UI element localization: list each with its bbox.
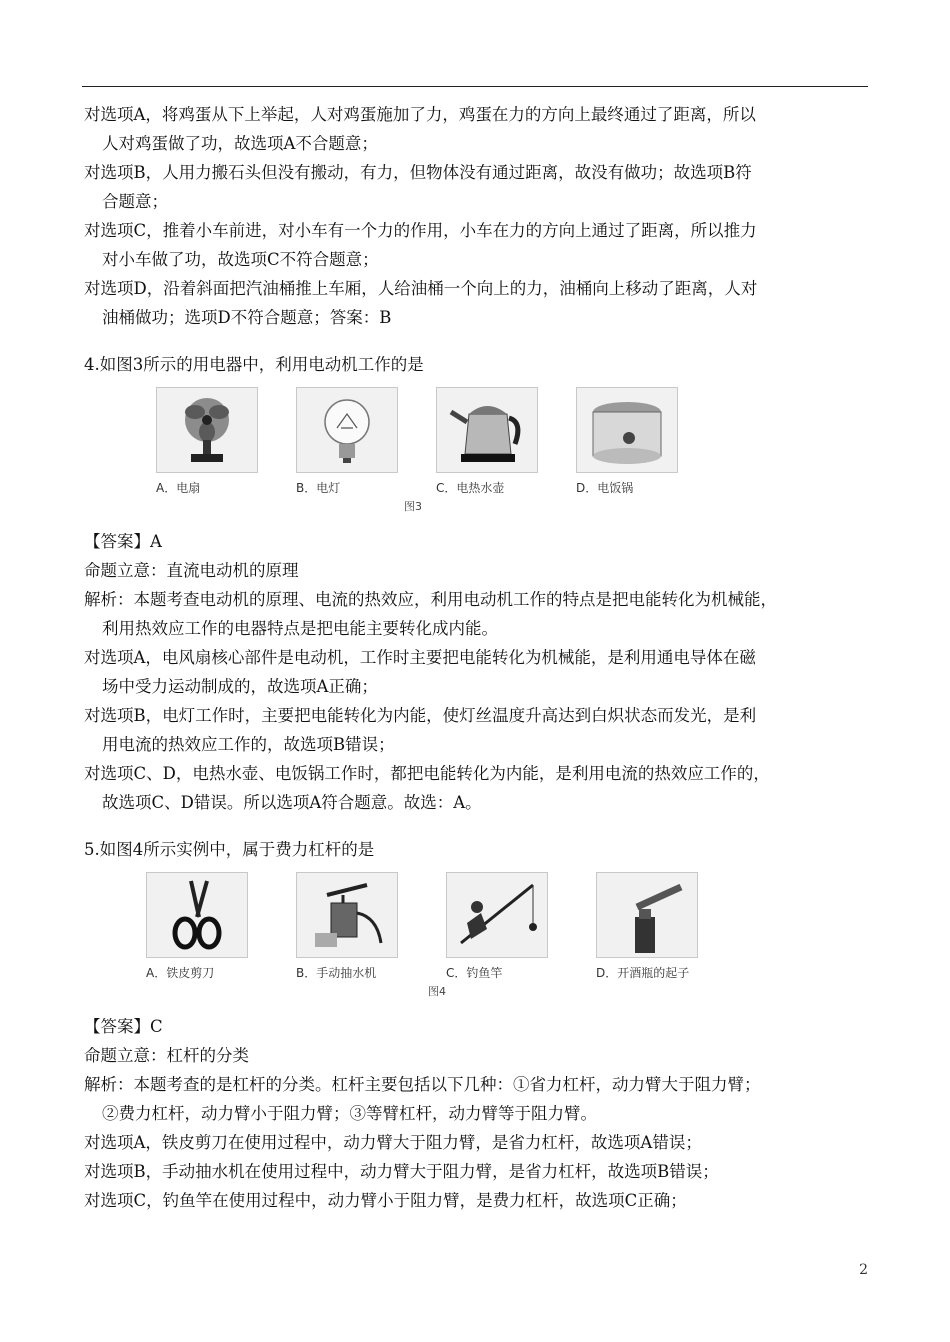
paragraph-line: 对选项A，电风扇核心部件是电动机，工作时主要把电能转化为机械能，是利用通电导体在磁 [84, 648, 756, 667]
paragraph-line: 对选项D，沿着斜面把汽油桶推上车厢，人给油桶一个向上的力，油桶向上移动了距离，人对 [84, 279, 758, 298]
figure-3 [156, 379, 676, 527]
rice-cooker-image [576, 387, 678, 473]
figure-3-option-c: C．电热水壶 [436, 481, 505, 495]
kettle-image [436, 387, 538, 473]
figure-3-option-d: D．电饭锅 [576, 481, 634, 495]
water-pump-image [296, 872, 398, 958]
figure-4-option-b: B．手动抽水机 [296, 966, 377, 980]
paragraph-line: 解析：本题考查电动机的原理、电流的热效应，利用电动机工作的特点是把电能转化为机械能， [84, 590, 777, 609]
question-5-title: 5.如图4所示实例中，属于费力杠杆的是 [84, 840, 375, 859]
paragraph-line: 对选项A，将鸡蛋从下上举起，人对鸡蛋施加了力，鸡蛋在力的方向上最终通过了距离，所以 [84, 105, 756, 124]
scissors-image [146, 872, 248, 958]
answer-5: 【答案】C [84, 1017, 163, 1036]
q3-analysis [84, 100, 874, 332]
answer-4: 【答案】A [84, 532, 162, 551]
header-rule [82, 86, 868, 87]
q4-analysis [84, 585, 874, 817]
light-bulb-image [296, 387, 398, 473]
figure-4-option-d: D．开酒瓶的起子 [596, 966, 690, 980]
paragraph-line: 对选项C，推着小车前进，对小车有一个力的作用，小车在力的方向上通过了距离，所以推力 [84, 221, 757, 240]
figure-4-label: 图4 [428, 985, 446, 998]
figure-4 [146, 864, 726, 1012]
figure-4-option-c: C．钓鱼竿 [446, 966, 503, 980]
paragraph-line: 用电流的热效应工作的，故选项B错误； [102, 735, 395, 754]
fishing-rod-image [446, 872, 548, 958]
document-body [84, 100, 874, 1215]
paragraph-line: 对选项B，电灯工作时，主要把电能转化为内能，使灯丝温度升高达到白炽状态而发光，是利 [84, 706, 757, 725]
fan-image [156, 387, 258, 473]
intent-4: 命题立意：直流电动机的原理 [84, 561, 299, 580]
paragraph-line: 对选项B，手动抽水机在使用过程中，动力臂大于阻力臂，是省力杠杆，故选项B错误； [84, 1162, 719, 1181]
page-number: 2 [859, 1262, 868, 1278]
paragraph-line: 油桶做功；选项D不符合题意；答案：B [102, 308, 392, 327]
q5-analysis [84, 1070, 874, 1215]
intent-5: 命题立意：杠杆的分类 [84, 1046, 249, 1065]
paragraph-line: 对选项A，铁皮剪刀在使用过程中，动力臂大于阻力臂，是省力杠杆，故选项A错误； [84, 1133, 702, 1152]
paragraph-line: 人对鸡蛋做了功，故选项A不合题意； [102, 134, 378, 153]
paragraph-line: 解析：本题考查的是杠杆的分类。杠杆主要包括以下几种：①省力杠杆，动力臂大于阻力臂； [84, 1075, 761, 1094]
bottle-opener-image [596, 872, 698, 958]
paragraph-line: 对小车做了功，故选项C不符合题意； [102, 250, 379, 269]
figure-3-option-b: B．电灯 [296, 481, 341, 495]
figure-3-option-a: A．电扇 [156, 481, 201, 495]
figure-4-option-a: A．铁皮剪刀 [146, 966, 215, 980]
question-4-title: 4.如图3所示的用电器中，利用电动机工作的是 [84, 355, 424, 374]
paragraph-line: 对选项C、D，电热水壶、电饭锅工作时，都把电能转化为内能，是利用电流的热效应工作的， [84, 764, 770, 783]
paragraph-line: 对选项B，人用力搬石头但没有搬动，有力，但物体没有通过距离，故没有做功；故选项B符 [84, 163, 752, 182]
paragraph-line: 利用热效应工作的电器特点是把电能主要转化成内能。 [102, 619, 498, 638]
paragraph-line: 合题意； [102, 192, 168, 211]
paragraph-line: 场中受力运动制成的，故选项A正确； [102, 677, 378, 696]
figure-3-label: 图3 [404, 500, 422, 513]
paragraph-line: 对选项C，钓鱼竿在使用过程中，动力臂小于阻力臂，是费力杠杆，故选项C正确； [84, 1191, 687, 1210]
paragraph-line: 故选项C、D错误。所以选项A符合题意。故选：A。 [102, 793, 482, 812]
paragraph-line: ②费力杠杆，动力臂小于阻力臂；③等臂杠杆，动力臂等于阻力臂。 [102, 1104, 597, 1123]
